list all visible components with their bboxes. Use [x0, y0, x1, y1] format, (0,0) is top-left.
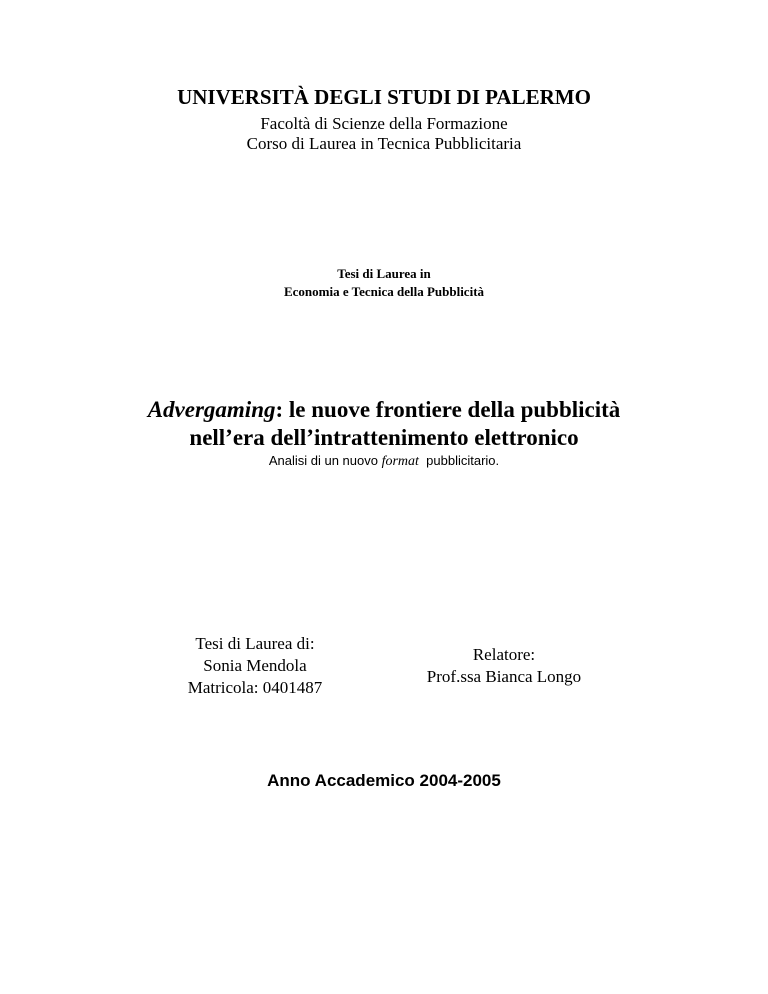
- academic-year: Anno Accademico 2004-2005: [267, 771, 501, 790]
- author-label: Tesi di Laurea di:: [195, 634, 315, 653]
- university-name: UNIVERSITÀ DEGLI STUDI DI PALERMO: [177, 85, 591, 109]
- thesis-subject: Economia e Tecnica della Pubblicità: [283, 284, 485, 299]
- course-name: Corso di Laurea in Tecnica Pubblicitaria: [246, 134, 522, 153]
- supervisor-label: Relatore:: [472, 645, 536, 664]
- thesis-title-line-1: [0, 395, 768, 425]
- title-italic-word: Advergaming: [147, 397, 276, 422]
- author-name: Sonia Mendola: [203, 656, 307, 675]
- subtitle-suffix: pubblicitario.: [418, 453, 500, 468]
- supervisor-block: [404, 644, 604, 688]
- title-line-1-rest: : le nuove frontiere della pubblicità: [275, 397, 621, 422]
- thesis-subtitle: [0, 453, 768, 470]
- supervisor-name: Prof.ssa Bianca Longo: [426, 667, 582, 686]
- subtitle-italic-word: format: [381, 454, 419, 469]
- thesis-label: Tesi di Laurea in: [337, 266, 431, 281]
- author-block: [160, 633, 350, 699]
- author-matricola: Matricola: 0401487: [187, 678, 323, 697]
- thesis-title-line-2: nell’era dell’intrattenimento elettronico: [189, 425, 579, 450]
- faculty-name: Facoltà di Scienze della Formazione: [260, 114, 508, 133]
- subtitle-prefix: Analisi di un nuovo: [268, 453, 382, 468]
